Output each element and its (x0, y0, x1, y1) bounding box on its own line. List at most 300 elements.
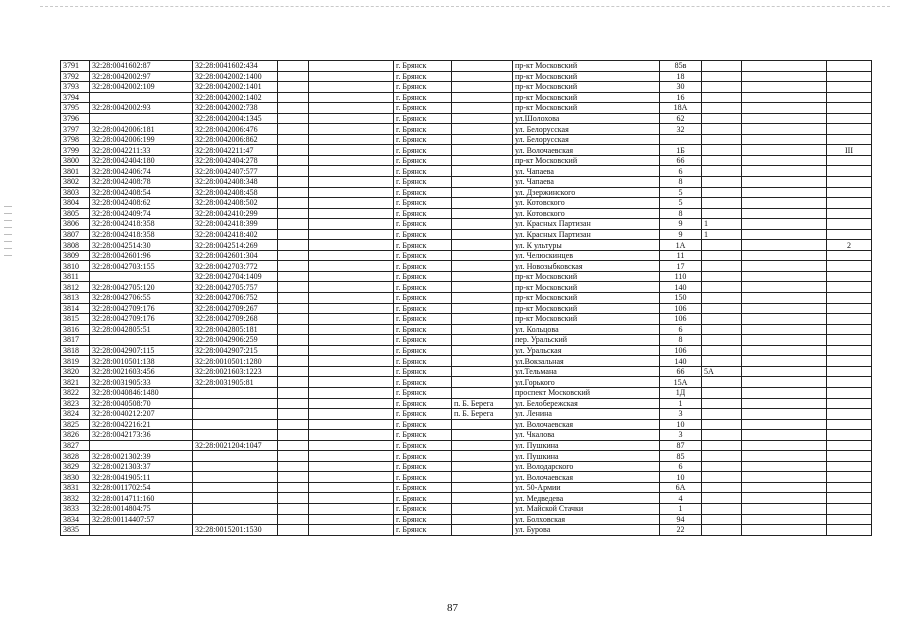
empty-cell (309, 503, 394, 514)
locality-cell (452, 419, 513, 430)
cadastral-number-2-cell: 32:28:0042002:1401 (193, 82, 278, 93)
apartment-cell (827, 271, 872, 282)
empty-cell (278, 356, 309, 367)
locality-cell (452, 514, 513, 525)
row-number-cell: 3793 (61, 82, 90, 93)
house-number-cell: 106 (660, 314, 702, 325)
row-number-cell: 3816 (61, 324, 90, 335)
apartment-cell: III (827, 145, 872, 156)
empty-cell (278, 198, 309, 209)
cadastral-number-cell: 32:28:0042418:358 (90, 219, 193, 230)
house-number-cell: 1Д (660, 387, 702, 398)
empty-cell (278, 451, 309, 462)
empty-cell (742, 451, 827, 462)
empty-cell (278, 208, 309, 219)
empty-cell (742, 419, 827, 430)
empty-cell (278, 250, 309, 261)
locality-cell (452, 493, 513, 504)
empty-cell (309, 177, 394, 188)
empty-cell (278, 419, 309, 430)
empty-cell (278, 282, 309, 293)
table-row (61, 134, 872, 145)
row-number-cell: 3792 (61, 71, 90, 82)
apartment-cell (827, 261, 872, 272)
house-number-cell: 62 (660, 113, 702, 124)
locality-cell (452, 440, 513, 451)
locality-cell (452, 124, 513, 135)
locality-cell (452, 229, 513, 240)
cadastral-number-cell: 32:28:0021302:39 (90, 451, 193, 462)
city-cell: г. Брянск (394, 271, 452, 282)
locality-cell: п. Б. Берега (452, 409, 513, 420)
empty-cell (742, 261, 827, 272)
empty-cell (278, 166, 309, 177)
cadastral-number-2-cell: 32:28:0042408:348 (193, 177, 278, 188)
row-number-cell: 3804 (61, 198, 90, 209)
table-row (61, 314, 872, 325)
locality-cell (452, 451, 513, 462)
apartment-cell (827, 293, 872, 304)
empty-cell (309, 187, 394, 198)
cadastral-number-2-cell: 32:28:0042002:1400 (193, 71, 278, 82)
street-cell: ул. Медведева (513, 493, 660, 504)
row-number-cell: 3822 (61, 387, 90, 398)
empty-cell (309, 293, 394, 304)
table-row (61, 229, 872, 240)
cadastral-number-2-cell: 32:28:0015201:1530 (193, 525, 278, 536)
house-number-cell: 140 (660, 282, 702, 293)
building-cell (702, 440, 742, 451)
street-cell: ул. Красных Партизан (513, 229, 660, 240)
building-cell (702, 134, 742, 145)
empty-cell (309, 493, 394, 504)
row-number-cell: 3831 (61, 482, 90, 493)
empty-cell (742, 472, 827, 483)
cadastral-number-cell: 32:28:0014711:160 (90, 493, 193, 504)
cadastral-number-2-cell (193, 514, 278, 525)
street-cell: ул. Красных Партизан (513, 219, 660, 230)
house-number-cell: 150 (660, 293, 702, 304)
empty-cell (309, 71, 394, 82)
apartment-cell (827, 419, 872, 430)
row-number-cell: 3812 (61, 282, 90, 293)
empty-cell (309, 240, 394, 251)
empty-cell (309, 124, 394, 135)
table-row (61, 177, 872, 188)
empty-cell (742, 303, 827, 314)
empty-cell (309, 377, 394, 388)
empty-cell (742, 82, 827, 93)
empty-cell (278, 124, 309, 135)
empty-cell (742, 503, 827, 514)
street-cell: ул. Белобережская (513, 398, 660, 409)
cadastral-number-2-cell (193, 398, 278, 409)
city-cell: г. Брянск (394, 113, 452, 124)
cadastral-number-cell: 32:28:0021303:37 (90, 461, 193, 472)
apartment-cell (827, 229, 872, 240)
cadastral-number-2-cell: 32:28:0042404:278 (193, 155, 278, 166)
cadastral-number-2-cell: 32:28:0042906:259 (193, 335, 278, 346)
house-number-cell: 3 (660, 430, 702, 441)
street-cell: ул. Белорусская (513, 134, 660, 145)
table-row (61, 155, 872, 166)
street-cell: ул. Кольцова (513, 324, 660, 335)
street-cell: ул. Котовского (513, 208, 660, 219)
row-number-cell: 3810 (61, 261, 90, 272)
table-row (61, 92, 872, 103)
locality-cell (452, 198, 513, 209)
row-number-cell: 3824 (61, 409, 90, 420)
locality-cell (452, 335, 513, 346)
city-cell: г. Брянск (394, 177, 452, 188)
street-cell: ул. Ленина (513, 409, 660, 420)
locality-cell (452, 282, 513, 293)
house-number-cell: 85в (660, 61, 702, 72)
locality-cell (452, 250, 513, 261)
apartment-cell (827, 219, 872, 230)
building-cell (702, 387, 742, 398)
cadastral-number-2-cell: 32:28:0042709:267 (193, 303, 278, 314)
apartment-cell (827, 71, 872, 82)
building-cell: 1 (702, 229, 742, 240)
city-cell: г. Брянск (394, 208, 452, 219)
apartment-cell (827, 103, 872, 114)
cadastral-number-cell: 32:28:0042404:180 (90, 155, 193, 166)
empty-cell (742, 482, 827, 493)
street-cell: пр-кт Московский (513, 61, 660, 72)
city-cell: г. Брянск (394, 366, 452, 377)
locality-cell (452, 377, 513, 388)
city-cell: г. Брянск (394, 335, 452, 346)
locality-cell (452, 324, 513, 335)
street-cell: пр-кт Московский (513, 103, 660, 114)
empty-cell (309, 82, 394, 93)
house-number-cell: 18А (660, 103, 702, 114)
cadastral-number-cell: 32:28:00114407:57 (90, 514, 193, 525)
table-row (61, 187, 872, 198)
cadastral-number-2-cell: 32:28:0042709:268 (193, 314, 278, 325)
empty-cell (742, 440, 827, 451)
apartment-cell (827, 187, 872, 198)
locality-cell (452, 61, 513, 72)
cadastral-number-cell: 32:28:0042514:30 (90, 240, 193, 251)
row-number-cell: 3817 (61, 335, 90, 346)
table-row (61, 261, 872, 272)
apartment-cell (827, 482, 872, 493)
street-cell: пр-кт Московский (513, 271, 660, 282)
locality-cell (452, 177, 513, 188)
cadastral-number-cell: 32:28:0010501:138 (90, 356, 193, 367)
empty-cell (278, 472, 309, 483)
table-row (61, 440, 872, 451)
empty-cell (742, 430, 827, 441)
city-cell: г. Брянск (394, 166, 452, 177)
locality-cell (452, 503, 513, 514)
table-row (61, 461, 872, 472)
street-cell: пр-кт Московский (513, 82, 660, 93)
house-number-cell (660, 134, 702, 145)
empty-cell (742, 250, 827, 261)
cadastral-number-2-cell: 32:28:0042805:181 (193, 324, 278, 335)
apartment-cell (827, 493, 872, 504)
cadastral-number-cell (90, 271, 193, 282)
cadastral-number-2-cell: 32:28:0042704:1409 (193, 271, 278, 282)
cadastral-number-2-cell: 32:28:0042705:757 (193, 282, 278, 293)
cadastral-number-2-cell (193, 472, 278, 483)
cadastral-number-cell: 32:28:0042173:36 (90, 430, 193, 441)
street-cell: ул. Волочаевская (513, 145, 660, 156)
row-number-cell: 3800 (61, 155, 90, 166)
apartment-cell (827, 166, 872, 177)
row-number-cell: 3834 (61, 514, 90, 525)
street-cell: пр-кт Московский (513, 155, 660, 166)
building-cell (702, 82, 742, 93)
cadastral-number-2-cell: 32:28:0042703:772 (193, 261, 278, 272)
street-cell: ул.Шолохова (513, 113, 660, 124)
street-cell: ул. Новозыбковская (513, 261, 660, 272)
row-number-cell: 3820 (61, 366, 90, 377)
building-cell (702, 419, 742, 430)
empty-cell (309, 514, 394, 525)
house-number-cell: 1Б (660, 145, 702, 156)
locality-cell: п. Б. Берега (452, 398, 513, 409)
table-row (61, 493, 872, 504)
cadastral-number-cell: 32:28:0042709:176 (90, 303, 193, 314)
street-cell: ул. Володарского (513, 461, 660, 472)
empty-cell (309, 113, 394, 124)
empty-cell (742, 282, 827, 293)
cadastral-number-cell: 32:28:0042211:33 (90, 145, 193, 156)
apartment-cell (827, 345, 872, 356)
locality-cell (452, 208, 513, 219)
city-cell: г. Брянск (394, 198, 452, 209)
empty-cell (742, 240, 827, 251)
scan-margin-marks (4, 200, 18, 400)
table-row (61, 61, 872, 72)
city-cell: г. Брянск (394, 134, 452, 145)
street-cell: ул. Болховская (513, 514, 660, 525)
empty-cell (309, 324, 394, 335)
row-number-cell: 3796 (61, 113, 90, 124)
building-cell (702, 503, 742, 514)
apartment-cell (827, 440, 872, 451)
empty-cell (278, 387, 309, 398)
row-number-cell: 3806 (61, 219, 90, 230)
cadastral-number-2-cell: 32:28:0041602:434 (193, 61, 278, 72)
apartment-cell (827, 430, 872, 441)
building-cell (702, 71, 742, 82)
cadastral-number-2-cell (193, 409, 278, 420)
city-cell: г. Брянск (394, 61, 452, 72)
apartment-cell (827, 113, 872, 124)
table-row (61, 166, 872, 177)
empty-cell (309, 155, 394, 166)
apartment-cell (827, 134, 872, 145)
empty-cell (278, 314, 309, 325)
house-number-cell: 32 (660, 124, 702, 135)
cadastral-number-2-cell: 32:28:0042002:738 (193, 103, 278, 114)
empty-cell (742, 377, 827, 388)
street-cell: пр-кт Московский (513, 303, 660, 314)
row-number-cell: 3811 (61, 271, 90, 282)
row-number-cell: 3828 (61, 451, 90, 462)
row-number-cell: 3813 (61, 293, 90, 304)
table-row (61, 113, 872, 124)
apartment-cell (827, 155, 872, 166)
house-number-cell: 110 (660, 271, 702, 282)
empty-cell (742, 461, 827, 472)
empty-cell (309, 198, 394, 209)
locality-cell (452, 166, 513, 177)
building-cell: 1 (702, 219, 742, 230)
locality-cell (452, 293, 513, 304)
building-cell (702, 472, 742, 483)
street-cell: ул. Волочаевская (513, 472, 660, 483)
row-number-cell: 3835 (61, 525, 90, 536)
street-cell: ул. Челюскинцев (513, 250, 660, 261)
cadastral-number-2-cell (193, 430, 278, 441)
house-number-cell: 10 (660, 472, 702, 483)
cadastral-number-cell: 32:28:0040508:70 (90, 398, 193, 409)
cadastral-number-cell: 32:28:0021603:456 (90, 366, 193, 377)
cadastral-number-2-cell (193, 493, 278, 504)
table-row (61, 387, 872, 398)
empty-cell (278, 145, 309, 156)
cadastral-number-2-cell: 32:28:0042006:862 (193, 134, 278, 145)
cadastral-number-cell: 32:28:0031905:33 (90, 377, 193, 388)
empty-cell (742, 103, 827, 114)
city-cell: г. Брянск (394, 229, 452, 240)
city-cell: г. Брянск (394, 240, 452, 251)
building-cell (702, 261, 742, 272)
street-cell: ул. Пушкина (513, 440, 660, 451)
cadastral-number-cell: 32:28:0042706:55 (90, 293, 193, 304)
cadastral-number-cell: 32:28:0042709:176 (90, 314, 193, 325)
table-row (61, 282, 872, 293)
empty-cell (278, 240, 309, 251)
locality-cell (452, 103, 513, 114)
empty-cell (278, 229, 309, 240)
cadastral-number-2-cell (193, 503, 278, 514)
apartment-cell (827, 461, 872, 472)
empty-cell (309, 271, 394, 282)
house-number-cell: 1А (660, 240, 702, 251)
building-cell (702, 177, 742, 188)
empty-cell (309, 92, 394, 103)
street-cell: ул. Котовского (513, 198, 660, 209)
city-cell: г. Брянск (394, 398, 452, 409)
locality-cell (452, 155, 513, 166)
locality-cell (452, 113, 513, 124)
table-row (61, 345, 872, 356)
row-number-cell: 3819 (61, 356, 90, 367)
apartment-cell (827, 409, 872, 420)
city-cell: г. Брянск (394, 419, 452, 430)
empty-cell (742, 229, 827, 240)
house-number-cell: 9 (660, 219, 702, 230)
city-cell: г. Брянск (394, 282, 452, 293)
empty-cell (742, 71, 827, 82)
house-number-cell: 106 (660, 345, 702, 356)
empty-cell (742, 124, 827, 135)
apartment-cell (827, 92, 872, 103)
city-cell: г. Брянск (394, 124, 452, 135)
cadastral-number-2-cell: 32:28:0042410:299 (193, 208, 278, 219)
apartment-cell (827, 377, 872, 388)
table-row (61, 377, 872, 388)
empty-cell (742, 61, 827, 72)
house-number-cell: 11 (660, 250, 702, 261)
locality-cell (452, 71, 513, 82)
empty-cell (309, 461, 394, 472)
street-cell: ул. 50-Армии (513, 482, 660, 493)
house-number-cell: 106 (660, 303, 702, 314)
empty-cell (309, 103, 394, 114)
cadastral-number-cell: 32:28:0042408:78 (90, 177, 193, 188)
locality-cell (452, 345, 513, 356)
table-row (61, 482, 872, 493)
empty-cell (742, 366, 827, 377)
table-row (61, 398, 872, 409)
house-number-cell: 17 (660, 261, 702, 272)
cadastral-number-2-cell: 32:28:0042907:215 (193, 345, 278, 356)
building-cell (702, 198, 742, 209)
empty-cell (309, 398, 394, 409)
table-row (61, 293, 872, 304)
house-number-cell: 5 (660, 187, 702, 198)
building-cell (702, 166, 742, 177)
street-cell: ул. Волочаевская (513, 419, 660, 430)
apartment-cell (827, 198, 872, 209)
cadastral-number-cell (90, 440, 193, 451)
empty-cell (309, 219, 394, 230)
house-number-cell: 66 (660, 366, 702, 377)
cadastral-number-2-cell (193, 482, 278, 493)
cadastral-number-2-cell: 32:28:0031905:81 (193, 377, 278, 388)
row-number-cell: 3799 (61, 145, 90, 156)
city-cell: г. Брянск (394, 250, 452, 261)
house-number-cell: 6А (660, 482, 702, 493)
empty-cell (278, 525, 309, 536)
building-cell (702, 324, 742, 335)
locality-cell (452, 387, 513, 398)
house-number-cell: 87 (660, 440, 702, 451)
city-cell: г. Брянск (394, 409, 452, 420)
street-cell: ул. Чкалова (513, 430, 660, 441)
empty-cell (742, 335, 827, 346)
city-cell: г. Брянск (394, 219, 452, 230)
city-cell: г. Брянск (394, 103, 452, 114)
building-cell (702, 113, 742, 124)
house-number-cell: 6 (660, 324, 702, 335)
cadastral-number-cell: 32:28:0042002:109 (90, 82, 193, 93)
city-cell: г. Брянск (394, 387, 452, 398)
table-row (61, 409, 872, 420)
street-cell: ул.Горького (513, 377, 660, 388)
empty-cell (309, 366, 394, 377)
cadastral-number-cell: 32:28:0042705:120 (90, 282, 193, 293)
empty-cell (309, 472, 394, 483)
city-cell: г. Брянск (394, 356, 452, 367)
city-cell: г. Брянск (394, 261, 452, 272)
empty-cell (309, 356, 394, 367)
building-cell (702, 430, 742, 441)
row-number-cell: 3821 (61, 377, 90, 388)
cadastral-number-2-cell: 32:28:0042601:304 (193, 250, 278, 261)
empty-cell (309, 430, 394, 441)
table-row (61, 219, 872, 230)
table-row (61, 472, 872, 483)
